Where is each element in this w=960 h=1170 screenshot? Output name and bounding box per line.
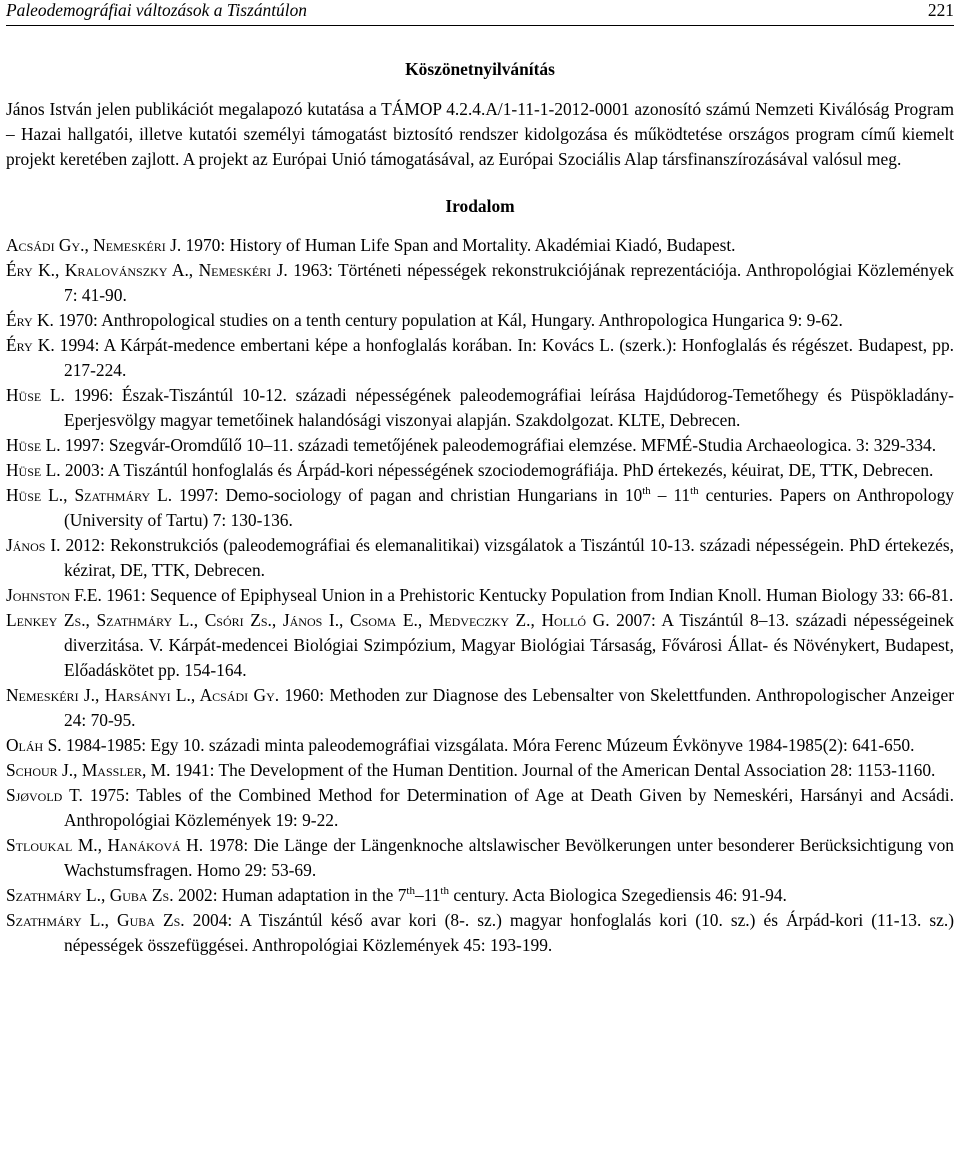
reference-item [6,758,954,783]
reference-authors: Hüse L. [6,460,61,480]
reference-item [6,233,954,258]
reference-text: 1970: History of Human Life Span and Mortality. Akadémiai Kiadó, Budapest. [181,235,736,255]
reference-item [6,383,954,433]
reference-authors: Éry K., Kralovánszky A., Nemeskéri J. [6,260,288,280]
superscript: th [440,885,449,897]
reference-item [6,458,954,483]
reference-authors: Hüse L. [6,435,61,455]
literature-heading: Irodalom [445,196,515,216]
reference-item [6,783,954,833]
reference-text: 2007: A Tiszántúl 8–13. századi népességeinek diverzitása. V. Kárpát-medencei Biológiai Szimpózium, Magyar Biológiai Társaság, Fővárosi Állat- és Növénykert, Budapest, Előadáskötet pp. 154-164. [64,610,954,680]
reference-authors: Hüse L., Szathmáry L. [6,485,173,505]
reference-item [6,833,954,883]
reference-item [6,733,954,758]
reference-text: 1978: Die Länge der Längenknoche altslawischer Bevölkerungen unter besonderer Berücksichtigung von Wachstumsfragen. Homo 29: 53-69. [64,835,954,880]
reference-authors: Szathmáry L., Guba Zs. [6,910,185,930]
reference-authors: Schour J., Massler, M. [6,760,171,780]
acknowledgement-paragraph: János István jelen publikációt megalapozó kutatása a TÁMOP 4.2.4.A/1-11-1-2012-0001 azonosító számú Nemzeti Kiválóság Program – Hazai hallgatói, illetve kutatói személyi támogatást biztosító rendszer kidolgozása és működtetése országos program című kiemelt projekt keretében zajlott. A projekt az Európai Unió támogatásával, az Európai Szociális Alap társfinanszírozásával valósul meg. [6,99,954,169]
reference-item [6,683,954,733]
reference-text: 2012: Rekonstrukciós (paleodemográfiai és elemanalitikai) vizsgálatok a Tiszántúl 10-13. századi népességein. PhD értekezés, kézirat, DE, TTK, Debrecen. [60,535,954,580]
reference-text: 1941: The Development of the Human Dentition. Journal of the American Dental Association 28: 1153-1160. [170,760,936,780]
reference-authors: Nemeskéri J., Harsányi L., Acsádi Gy. [6,685,280,705]
reference-text: – 11 [650,485,691,505]
page-number: 221 [927,0,954,20]
reference-authors: Hüse L. [6,385,65,405]
reference-text: 1997: Demo-sociology of pagan and christian Hungarians in 10 [172,485,643,505]
reference-item [6,308,954,333]
reference-authors: Acsádi Gy., Nemeskéri J. [6,235,182,255]
document-page [6,0,954,958]
reference-authors: Oláh S. [6,735,62,755]
superscript: th [406,885,415,897]
reference-text: 1994: A Kárpát-medence embertani képe a honfoglalás korában. In: Kovács L. (szerk.): Honfoglalás és régészet. Budapest, pp. 217-224. [54,335,954,380]
reference-authors: Sjøvold T. [6,785,83,805]
reference-text: 2004: A Tiszántúl késő avar kori (8-. sz.) magyar honfoglalás kori (10. sz.) és Árpád-kori (11-13. sz.) népességek összefüggései. Anthropológiai Közlemények 45: 193-199. [64,910,954,955]
header-rule [6,25,954,26]
reference-item [6,608,954,683]
reference-item [6,258,954,308]
reference-item [6,433,954,458]
superscript: th [690,485,699,497]
reference-authors: Szathmáry L., Guba Zs. [6,885,174,905]
reference-text: 1997: Szegvár-Oromdűlő 10–11. századi temetőjének paleodemográfiai elemzése. MFMÉ-Studia Archaeologica. 3: 329-334. [60,435,937,455]
reference-text: 1984-1985: Egy 10. századi minta paleodemográfiai vizsgálata. Móra Ferenc Múzeum Évkönyve 1984-1985(2): 641-650. [61,735,915,755]
reference-item [6,533,954,583]
reference-text: 1996: Észak-Tiszántúl 10-12. századi népességének paleodemográfiai leírása Hajdúdorog-Temetőhegy és Püspökladány-Eperjesvölgy magyar temetőinek halandósági viszonyai alapján. Szakdolgozat. KLTE, Debrecen. [64,385,954,430]
reference-authors: János I. [6,535,61,555]
reference-text: 1963: Történeti népességek rekonstrukciójának reprezentációja. Anthropológiai Közlemények 7: 41-90. [64,260,954,305]
reference-authors: Éry K. [6,310,54,330]
reference-text: 2002: Human adaptation in the 7 [173,885,407,905]
reference-item [6,483,954,533]
reference-text: 1970: Anthropological studies on a tenth century population at Kál, Hungary. Anthropologica Hungarica 9: 9-62. [53,310,843,330]
reference-text: –11 [414,885,441,905]
reference-text: century. Acta Biologica Szegediensis 46: 91-94. [448,885,787,905]
reference-authors: Stloukal M., Hanáková H. [6,835,204,855]
reference-authors: Éry K. [6,335,55,355]
reference-item [6,908,954,958]
reference-text: centuries. Papers on Anthropology (University of Tartu) 7: 130-136. [64,485,954,530]
reference-text: 1975: Tables of the Combined Method for Determination of Age at Death Given by Nemeskéri, Harsányi and Acsádi. Anthropológiai Közlemények 19: 9-22. [64,785,954,830]
acknowledgement-heading: Köszönetnyilvánítás [405,59,555,79]
reference-text: 1961: Sequence of Epiphyseal Union in a Prehistoric Kentucky Population from Indian Knoll. Human Biology 33: 66-81. [101,585,954,605]
reference-item [6,883,954,908]
reference-authors: Lenkey Zs., Szathmáry L., Csóri Zs., János I., Csoma E., Medveczky Z., Holló G. [6,610,610,630]
superscript: th [642,485,651,497]
reference-list [6,233,954,958]
reference-item [6,583,954,608]
reference-authors: Johnston F.E. [6,585,102,605]
reference-item [6,333,954,383]
running-title: Paleodemográfiai változások a Tiszántúlon [6,0,307,20]
running-header [6,0,954,24]
reference-text: 1960: Methoden zur Diagnose des Lebensalter von Skelettfunden. Anthropologischer Anzeiger 24: 70-95. [64,685,954,730]
reference-text: 2003: A Tiszántúl honfoglalás és Árpád-kori népességének szociodemográfiája. PhD értekezés, kéuirat, DE, TTK, Debrecen. [60,460,934,480]
